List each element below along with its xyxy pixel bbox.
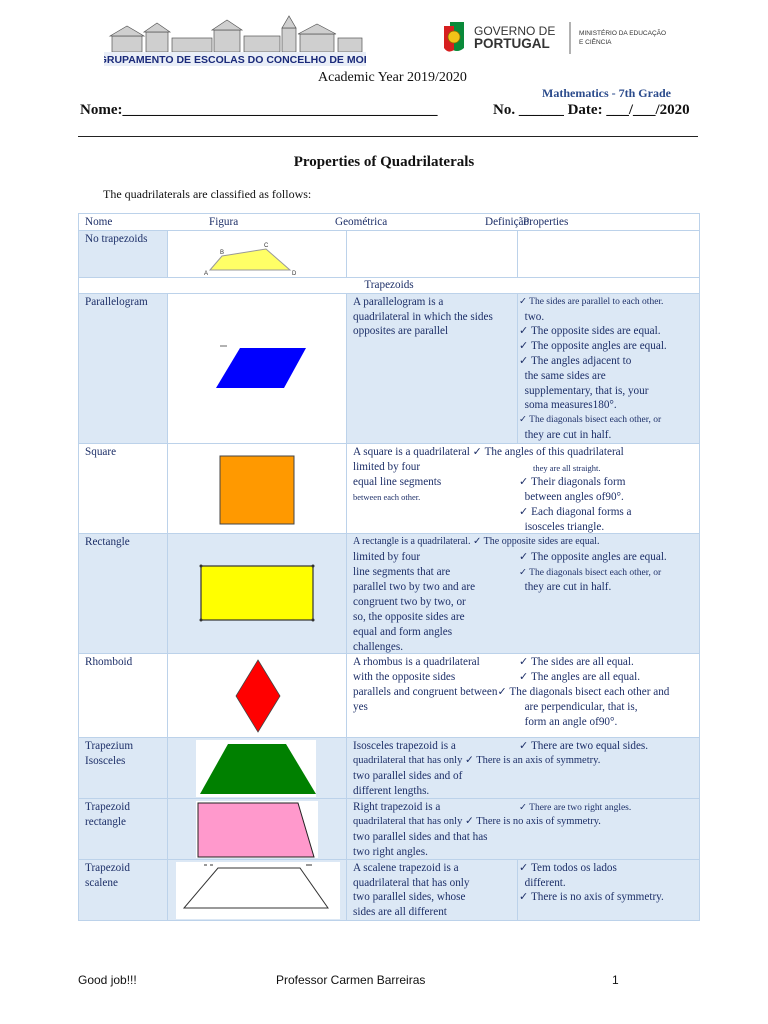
table-row [79, 293, 700, 443]
property-line: soma measures180°. [519, 399, 617, 412]
definition-line: A scalene trapezoid is a [353, 861, 459, 874]
property-line: ✓ There are two right angles. [519, 802, 632, 813]
property-line: isosceles triangle. [519, 520, 605, 533]
property-line: ✓ The opposite sides are equal. [519, 325, 661, 338]
scalene-trapezoid-shape [168, 860, 347, 921]
definition-line: A square is a quadrilateral ✓ The angles of this quadrilateral [353, 445, 624, 458]
row-name: No trapezoids [79, 231, 168, 278]
definition-line: limited by four [353, 460, 421, 473]
row-name: Rhomboid [79, 653, 168, 737]
figure-cell [168, 231, 347, 278]
property-line: ✓ Tem todos os lados [519, 861, 617, 874]
definition-line: equal and form angles [353, 625, 453, 638]
property-line: ✓ There is no axis of symmetry. [519, 891, 664, 904]
government-logo [440, 20, 680, 56]
academic-year: Academic Year 2019/2020 [318, 70, 467, 85]
row-name: Rectangle [79, 533, 168, 653]
quadrilaterals-table [78, 213, 700, 921]
property-line: supplementary, that is, your [519, 384, 649, 397]
table-row [79, 533, 700, 653]
parallelogram-shape [168, 294, 347, 442]
property-line: ✓ The angles adjacent to [519, 354, 632, 367]
property-line: are perpendicular, that is, [519, 700, 638, 713]
ministry-line2: E CIÊNCIA [579, 39, 612, 46]
definition-line: Right trapezoid is a [353, 800, 441, 813]
property-line: ✓ The angles are all equal. [519, 670, 640, 683]
property-line: ✓ There are two equal sides. [519, 739, 649, 752]
figure-cell [168, 653, 347, 737]
table-row [79, 859, 700, 920]
ministry-line1: MINISTÉRIO DA EDUCAÇÃO [579, 30, 667, 37]
row-name: rectangle [85, 815, 126, 828]
definition-line: Isosceles trapezoid is a [353, 739, 456, 752]
definition-line: opposites are parallel [353, 325, 449, 338]
property-line: ✓ The sides are all equal. [519, 655, 634, 668]
table-row [79, 798, 700, 859]
definition-line: quadrilateral that has only ✓ There is an axis of symmetry. [353, 754, 601, 766]
header-definicao: Definição [485, 216, 530, 228]
table-row [79, 443, 700, 533]
definition-line: equal line segments [353, 475, 442, 488]
row-name: Trapezoid [85, 800, 130, 813]
definition-line: two right angles. [353, 845, 428, 858]
figure-cell [168, 293, 347, 443]
definition-line: two parallel sides, whose [353, 891, 466, 904]
rhombus-shape [168, 654, 347, 738]
definition-line: different lengths. [353, 784, 430, 797]
property-line: they are cut in half. [519, 428, 612, 441]
property-line: form an angle of90°. [519, 715, 618, 728]
vertex-a: A [204, 271, 209, 277]
definition-line: parallel two by two and are [353, 580, 476, 593]
definition-line: parallels and congruent between✓ The diagonals bisect each other and [353, 685, 670, 698]
definition-line: A rhombus is a quadrilateral [353, 655, 480, 668]
property-line: ✓ The sides are parallel to each other. [519, 296, 664, 307]
school-logo-text: AGRUPAMENTO DE ESCOLAS DO CONCELHO DE MORA [104, 54, 366, 66]
definition-line: two parallel sides and that has [353, 830, 488, 843]
number-date-field[interactable]: No. ______ Date: ___/___/2020 [493, 102, 690, 118]
figure-cell [168, 443, 347, 533]
definition-line: with the opposite sides [353, 670, 456, 683]
property-line: ✓ Their diagonals form [519, 475, 626, 488]
vertex-d: D [292, 271, 297, 277]
property-line: ✓ The opposite angles are equal. [519, 340, 667, 353]
header-nome: Nome [85, 216, 113, 228]
page-title: Properties of Quadrilaterals [293, 154, 475, 170]
name-field[interactable]: Nome:__________________________________________ [80, 102, 438, 118]
property-line: the same sides are [519, 369, 606, 382]
row-name: Trapezium [85, 739, 134, 752]
definition-line: so, the opposite sides are [353, 610, 465, 623]
property-line: two. [519, 310, 545, 323]
footer-author: Professor Carmen Barreiras [276, 973, 426, 987]
definition-line: congruent two by two, or [353, 595, 466, 608]
property-line: ✓ The opposite angles are equal. [519, 550, 667, 563]
row-name: scalene [85, 876, 118, 889]
footer-message: Good job!!! [78, 973, 137, 987]
definition-line: two parallel sides and of [353, 769, 463, 782]
intro-text: The quadrilaterals are classified as follows: [103, 187, 312, 201]
table-row [79, 231, 700, 278]
definition-line: quadrilateral that has only [353, 876, 470, 889]
header-properties: Properties [523, 216, 569, 228]
school-logo [104, 14, 366, 68]
table-row [79, 653, 700, 737]
definition-line: between each other. [353, 491, 421, 502]
header-figura: Figura [209, 216, 239, 228]
definition-line: line segments that are [353, 565, 451, 578]
isosceles-trapezoid-shape [168, 738, 347, 799]
property-line: they are all straight. [533, 462, 601, 473]
gov-logo-line1: GOVERNO DE [474, 24, 556, 38]
vertex-c: C [264, 243, 269, 249]
rectangle-shape [168, 534, 347, 654]
table-row [79, 737, 700, 798]
no-trapezoid-shape [168, 231, 347, 278]
page-number: 1 [612, 973, 619, 987]
definition-line: quadrilateral in which the sides [353, 310, 493, 323]
trapezoids-label: Trapezoids [79, 278, 700, 294]
property-line: they are cut in half. [519, 580, 612, 593]
definition-line: A rectangle is a quadrilateral. ✓ The opposite sides are equal. [353, 535, 600, 547]
property-line: ✓ The diagonals bisect each other, or [519, 415, 662, 426]
row-name: Isosceles [85, 754, 126, 767]
vertex-b: B [220, 250, 225, 256]
property-line: ✓ The diagonals bisect each other, or [519, 567, 662, 578]
trapezoids-divider-row [79, 278, 700, 294]
definition-line: yes [353, 700, 368, 713]
header-geometrica: Geométrica [335, 216, 388, 228]
row-name: Square [79, 443, 168, 533]
figure-cell [168, 737, 347, 798]
definition-line: challenges. [353, 640, 404, 653]
property-line: ✓ Each diagonal forms a [519, 505, 632, 518]
gov-logo-line2: PORTUGAL [474, 36, 550, 51]
row-name: Parallelogram [79, 293, 168, 443]
right-trapezoid-shape [168, 799, 347, 860]
figure-cell [168, 533, 347, 653]
definition-line: sides are all different [353, 906, 447, 919]
figure-cell [168, 798, 347, 859]
definition-line: quadrilateral that has only ✓ There is no axis of symmetry. [353, 815, 601, 827]
header-divider [78, 136, 698, 137]
definition-line: A parallelogram is a [353, 295, 444, 308]
row-name: Trapezoid [85, 861, 130, 874]
property-line: between angles of90°. [519, 490, 624, 503]
definition-line: limited by four [353, 550, 421, 563]
square-shape [168, 444, 347, 534]
property-line: different. [519, 876, 566, 889]
course-label: Mathematics - 7th Grade [542, 86, 671, 100]
table-header-row [79, 214, 700, 231]
figure-cell [168, 859, 347, 920]
